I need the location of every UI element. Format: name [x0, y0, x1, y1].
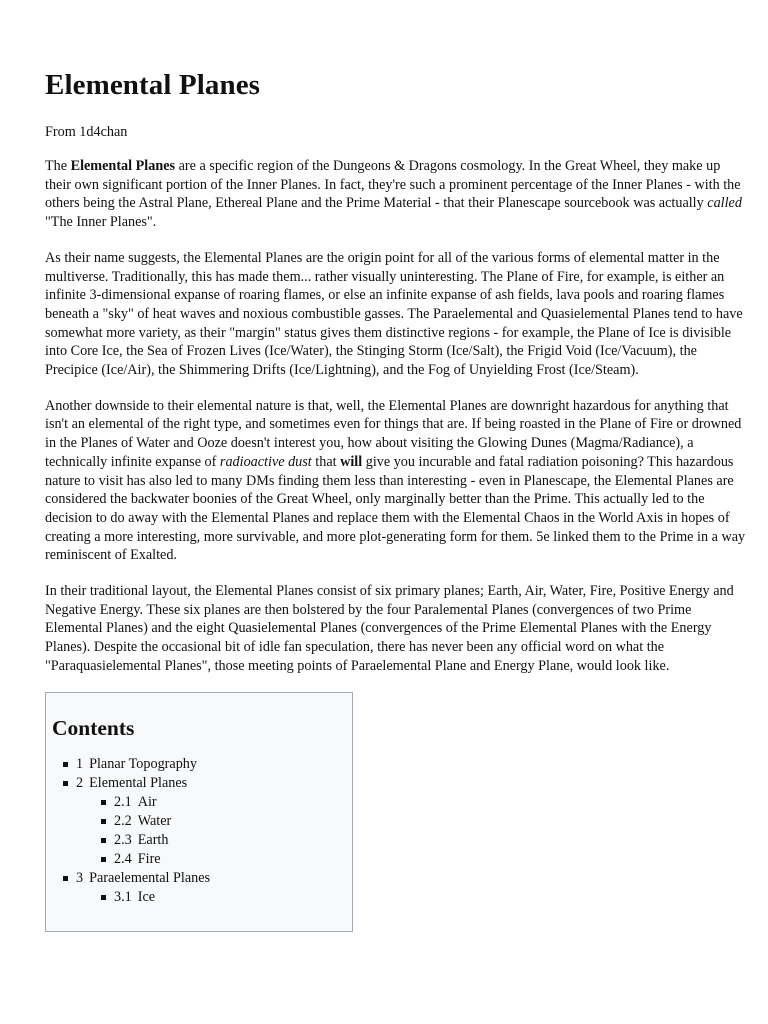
p3-bold-term: will	[340, 453, 363, 470]
page-title: Elemental Planes	[45, 69, 261, 101]
toc-number: 2	[76, 774, 84, 791]
toc-item-2[interactable]	[76, 774, 352, 869]
toc-item-3[interactable]	[76, 869, 352, 907]
toc-label: Earth	[137, 831, 169, 848]
toc-label: Elemental Planes	[89, 774, 188, 791]
toc-item-2-3[interactable]	[114, 831, 352, 850]
bullet-icon	[101, 838, 106, 843]
toc-item-1[interactable]	[76, 755, 352, 774]
toc-label: Planar Topography	[89, 755, 197, 772]
toc-number: 2.1	[114, 793, 132, 810]
toc-list	[52, 755, 352, 907]
toc-item-2-4[interactable]	[114, 850, 352, 869]
toc-number: 2.3	[114, 831, 132, 848]
bullet-icon	[63, 762, 68, 767]
p3-text-1: Another downside to their elemental nature is that, well, the Elemental Planes are downright hazardous for anything that isn't an elemental of the right type, and sometimes even for things that are. If being roasted in the Plane of Fire or drowned in the Planes of Water and Ooze doesn't interest you, how about visiting the Glowing Dunes (Magma/Radiance), a technically infinite expanse of	[45, 397, 742, 470]
toc-item-2-1[interactable]	[114, 793, 352, 812]
paragraph-4: In their traditional layout, the Elemental Planes consist of six primary planes; Earth, Air, Water, Fire, Positive Energy and Negative Energy. These six planes are then bolstered by the four Paralemental Planes (convergences of two Prime Elemental Planes) and the eight Quasielemental Planes (convergences of the Prime Elemental Planes with the Energy Planes). Despite the occasional bit of idle fan speculation, there has never been any official word on what the "Paraquasielemental Planes", those meeting points of Paraelemental Plane and Energy Plane, would look like.	[45, 583, 734, 674]
intro-paragraph	[45, 157, 746, 232]
bullet-icon	[101, 800, 106, 805]
toc-number: 3.1	[114, 888, 132, 905]
toc-sublist	[76, 793, 352, 869]
toc-label: Ice	[137, 888, 156, 905]
p3-text-2: that	[311, 453, 341, 470]
toc-label: Air	[137, 793, 157, 810]
paragraph-2: As their name suggests, the Elemental Planes are the origin point for all of the various forms of elemental matter in the multiverse. Traditionally, this has made them... rather visually uninteresting. The Plane of Fire, for example, is either an infinite 3-dimensional expanse of roaring flames, or else an infinite expanse of ash fields, lava pools and roaring flames beneath a "sky" of heat waves and noxious combustible gasses. The Paraelemental and Quasielemental Planes tend to have somewhat more variety, as their "margin" status gives them distinctive regions - for example, the Plane of Ice is divisible into Core Ice, the Sea of Frozen Lives (Ice/Water), the Stinging Storm (Ice/Salt), the Frigid Void (Ice/Vacuum), the Precipice (Ice/Air), the Shimmering Drifts (Ice/Lightning), and the Fog of Unyielding Frost (Ice/Steam).	[45, 249, 743, 379]
intro-bold-term: Elemental Planes	[70, 158, 176, 174]
bullet-icon	[101, 857, 106, 862]
toc-label: Fire	[137, 850, 161, 867]
table-of-contents	[45, 692, 353, 932]
toc-label: Water	[137, 812, 172, 829]
bullet-icon	[101, 895, 106, 900]
toc-number: 2.4	[114, 850, 132, 867]
toc-item-2-2[interactable]	[114, 812, 352, 831]
bullet-icon	[63, 876, 68, 881]
toc-sublist	[76, 888, 352, 907]
intro-text-3: "The Inner Planes".	[45, 214, 157, 231]
intro-text-1: The	[45, 158, 71, 174]
toc-title: Contents	[52, 715, 135, 740]
toc-item-3-1[interactable]	[114, 888, 352, 907]
toc-label: Paraelemental Planes	[89, 869, 211, 886]
site-subtitle: From 1d4chan	[45, 124, 128, 140]
toc-number: 2.2	[114, 812, 132, 829]
paragraph-3	[45, 397, 746, 565]
intro-italic-term: called	[707, 195, 742, 212]
bullet-icon	[101, 819, 106, 824]
toc-number: 3	[76, 869, 84, 886]
toc-number: 1	[76, 755, 84, 772]
bullet-icon	[63, 781, 68, 786]
intro-text-2: are a specific region of the Dungeons & Dragons cosmology. In the Great Wheel, they make up their own significant portion of the Inner Planes. In fact, they're such a prominent percentage of the Inner Planes - with the others being the Astral Plane, Ethereal Plane and the Prime Material - that their Planescape sourcebook was actually	[45, 158, 741, 212]
p3-text-3: give you incurable and fatal radiation poisoning? This hazardous nature to visit has also led to many DMs finding them less than interesting - even in Planescape, the Elemental Planes are considered the backwater boonies of the Great Wheel, only marginally better than the Prime. This actually led to the decision to do away with the Elemental Planes and replace them with the Elemental Chaos in the World Axis in hopes of creating a more interesting, more survivable, and more plot-generating form for them. 5e linked them to the Prime in a way reminiscent of Exalted.	[45, 453, 746, 564]
p3-italic-term: radioactive dust	[219, 453, 312, 470]
